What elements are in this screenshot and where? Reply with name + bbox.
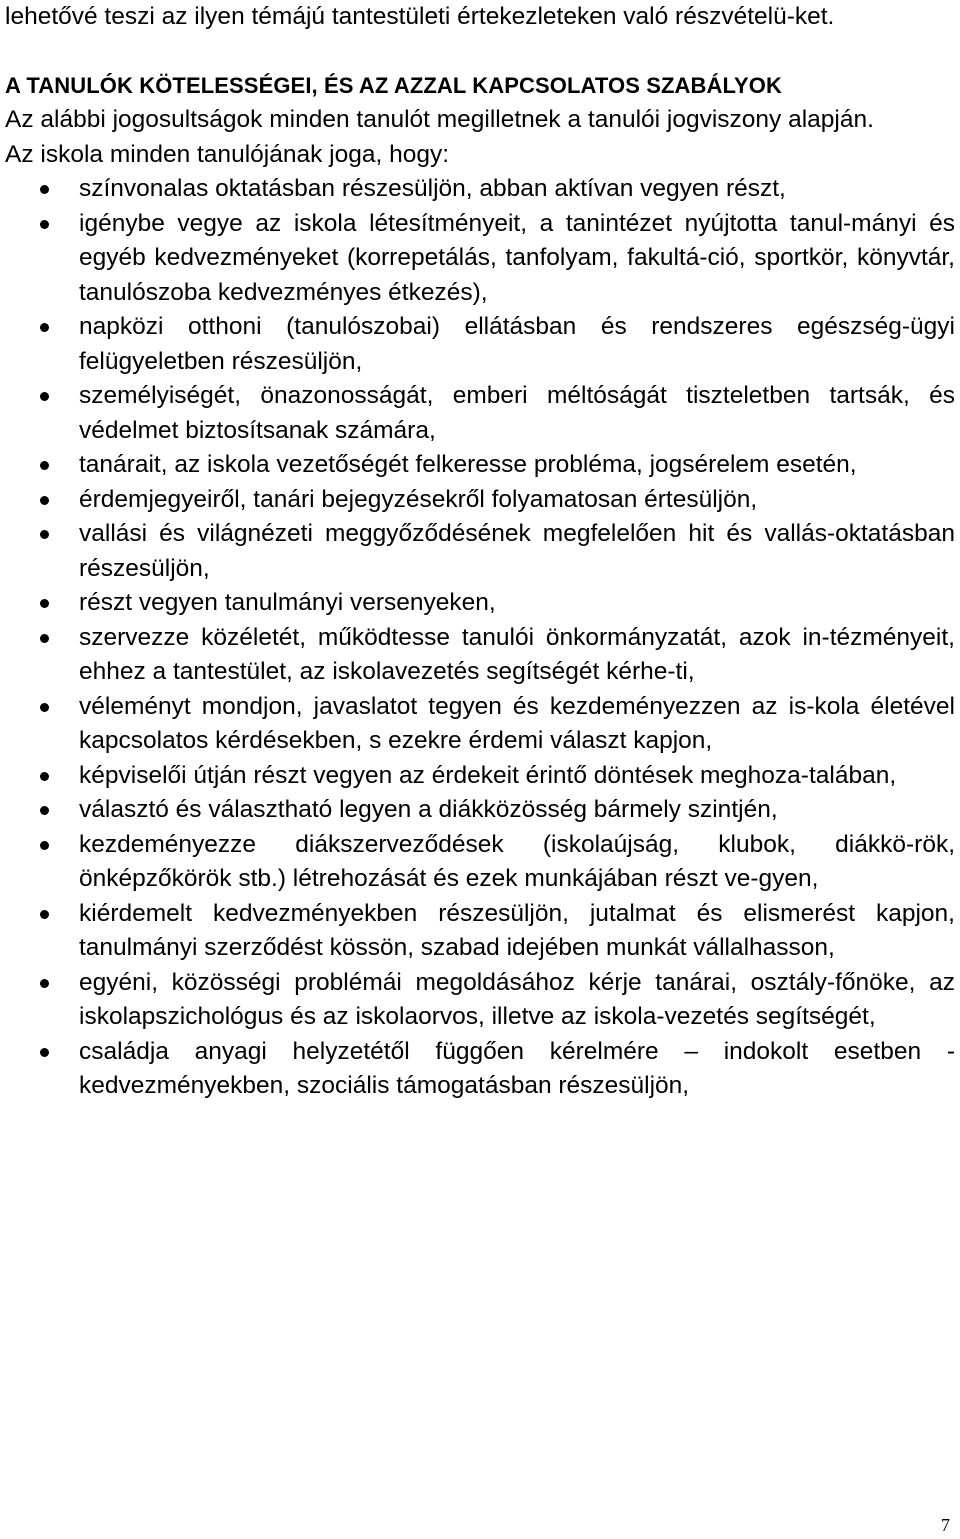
list-item-text: kezdeményezze diákszerveződések (iskolaújság, klubok, diákkö-rök, önképzőkörök stb.) létrehozását és ezek munkájában részt ve-gyen, <box>79 830 955 892</box>
bullet-icon <box>40 530 49 539</box>
paragraph-gap <box>5 35 955 69</box>
intro-continuation: lehetővé teszi az ilyen témájú tantestületi értekezleteken való részvételü-ket. <box>5 3 835 30</box>
list-item <box>5 621 955 690</box>
list-item <box>5 448 955 483</box>
list-item-text: részt vegyen tanulmányi versenyeken, <box>79 589 496 616</box>
list-item-text: igénybe vegye az iskola létesítményeit, a tanintézet nyújtotta tanul-mányi és egyéb kedvezményeket (korrepetálás, tanfolyam, fakultá-ció, sportkör, könyvtár, tanulószoba kedvezményes étkezés), <box>79 209 955 306</box>
section-heading: A TANULÓK KÖTELESSÉGEI, ÉS AZ AZZAL KAPCSOLATOS SZABÁLYOK <box>5 72 782 98</box>
bullet-icon <box>40 841 49 850</box>
bullet-icon <box>40 461 49 470</box>
document-page <box>5 0 955 1104</box>
list-item <box>5 897 955 966</box>
list-item <box>5 690 955 759</box>
list-item <box>5 966 955 1035</box>
bullet-icon <box>40 703 49 712</box>
bullet-icon <box>40 392 49 401</box>
bullet-icon <box>40 185 49 194</box>
bullet-icon <box>40 496 49 505</box>
list-item-text: tanárait, az iskola vezetőségét felkeresse probléma, jogsérelem esetén, <box>79 451 857 478</box>
bullet-icon <box>40 220 49 229</box>
bullet-icon <box>40 806 49 815</box>
list-item-text: szervezze közéletét, működtesse tanulói önkormányzatát, azok in-tézményeit, ehhez a tantestület, az iskolavezetés segítségét kérhe-ti, <box>79 623 955 685</box>
list-item-text: véleményt mondjon, javaslatot tegyen és kezdeményezzen az is-kola életével kapcsolatos kérdésekben, s ezekre érdemi választ kapjon, <box>79 692 955 754</box>
list-item <box>5 379 955 448</box>
list-item-text: választó és választható legyen a diákközösség bármely szintjén, <box>79 796 778 823</box>
list-item <box>5 793 955 828</box>
list-item <box>5 1035 955 1104</box>
section-intro: Az alábbi jogosultságok minden tanulót megilletnek a tanulói jogviszony alapján. <box>5 106 874 133</box>
bullet-icon <box>40 772 49 781</box>
bullet-icon <box>40 599 49 608</box>
list-item <box>5 759 955 794</box>
list-item <box>5 828 955 897</box>
list-item-text: kiérdemelt kedvezményekben részesüljön, jutalmat és elismerést kapjon, tanulmányi szerződést kössön, szabad idejében munkát vállalhasson, <box>79 899 955 961</box>
list-item <box>5 207 955 311</box>
list-item-text: napközi otthoni (tanulószobai) ellátásban és rendszeres egészség-ügyi felügyeletben részesüljön, <box>79 313 955 375</box>
bullet-icon <box>40 979 49 988</box>
bullet-icon <box>40 634 49 643</box>
rights-list <box>5 172 955 1104</box>
list-item <box>5 586 955 621</box>
list-item <box>5 310 955 379</box>
list-item-text: vallási és világnézeti meggyőződésének megfelelően hit és vallás-oktatásban részesüljön, <box>79 520 955 582</box>
list-intro: Az iskola minden tanulójának joga, hogy: <box>5 140 450 168</box>
list-item <box>5 483 955 518</box>
page-number: 7 <box>941 1515 950 1535</box>
list-item-text: képviselői útján részt vegyen az érdekeit érintő döntések meghoza-talában, <box>79 761 897 789</box>
list-item-text: érdemjegyeiről, tanári bejegyzésekről folyamatosan értesüljön, <box>79 485 758 513</box>
list-item-text: személyiségét, önazonosságát, emberi méltóságát tiszteletben tartsák, és védelmet biztosítsanak számára, <box>79 382 955 444</box>
list-item-text: színvonalas oktatásban részesüljön, abban aktívan vegyen részt, <box>79 175 786 202</box>
bullet-icon <box>40 1048 49 1057</box>
bullet-icon <box>40 323 49 332</box>
list-item-text: egyéni, közösségi problémái megoldásához kérje tanárai, osztály-főnöke, az iskolapszichológus és az iskolaorvos, illetve az iskola-vezetés segítségét, <box>79 968 955 1030</box>
list-item <box>5 172 955 207</box>
list-item <box>5 517 955 586</box>
list-item-text: családja anyagi helyzetétől függően kérelmére – indokolt esetben - kedvezményekben, szociális támogatásban részesüljön, <box>79 1037 955 1099</box>
bullet-icon <box>40 910 49 919</box>
